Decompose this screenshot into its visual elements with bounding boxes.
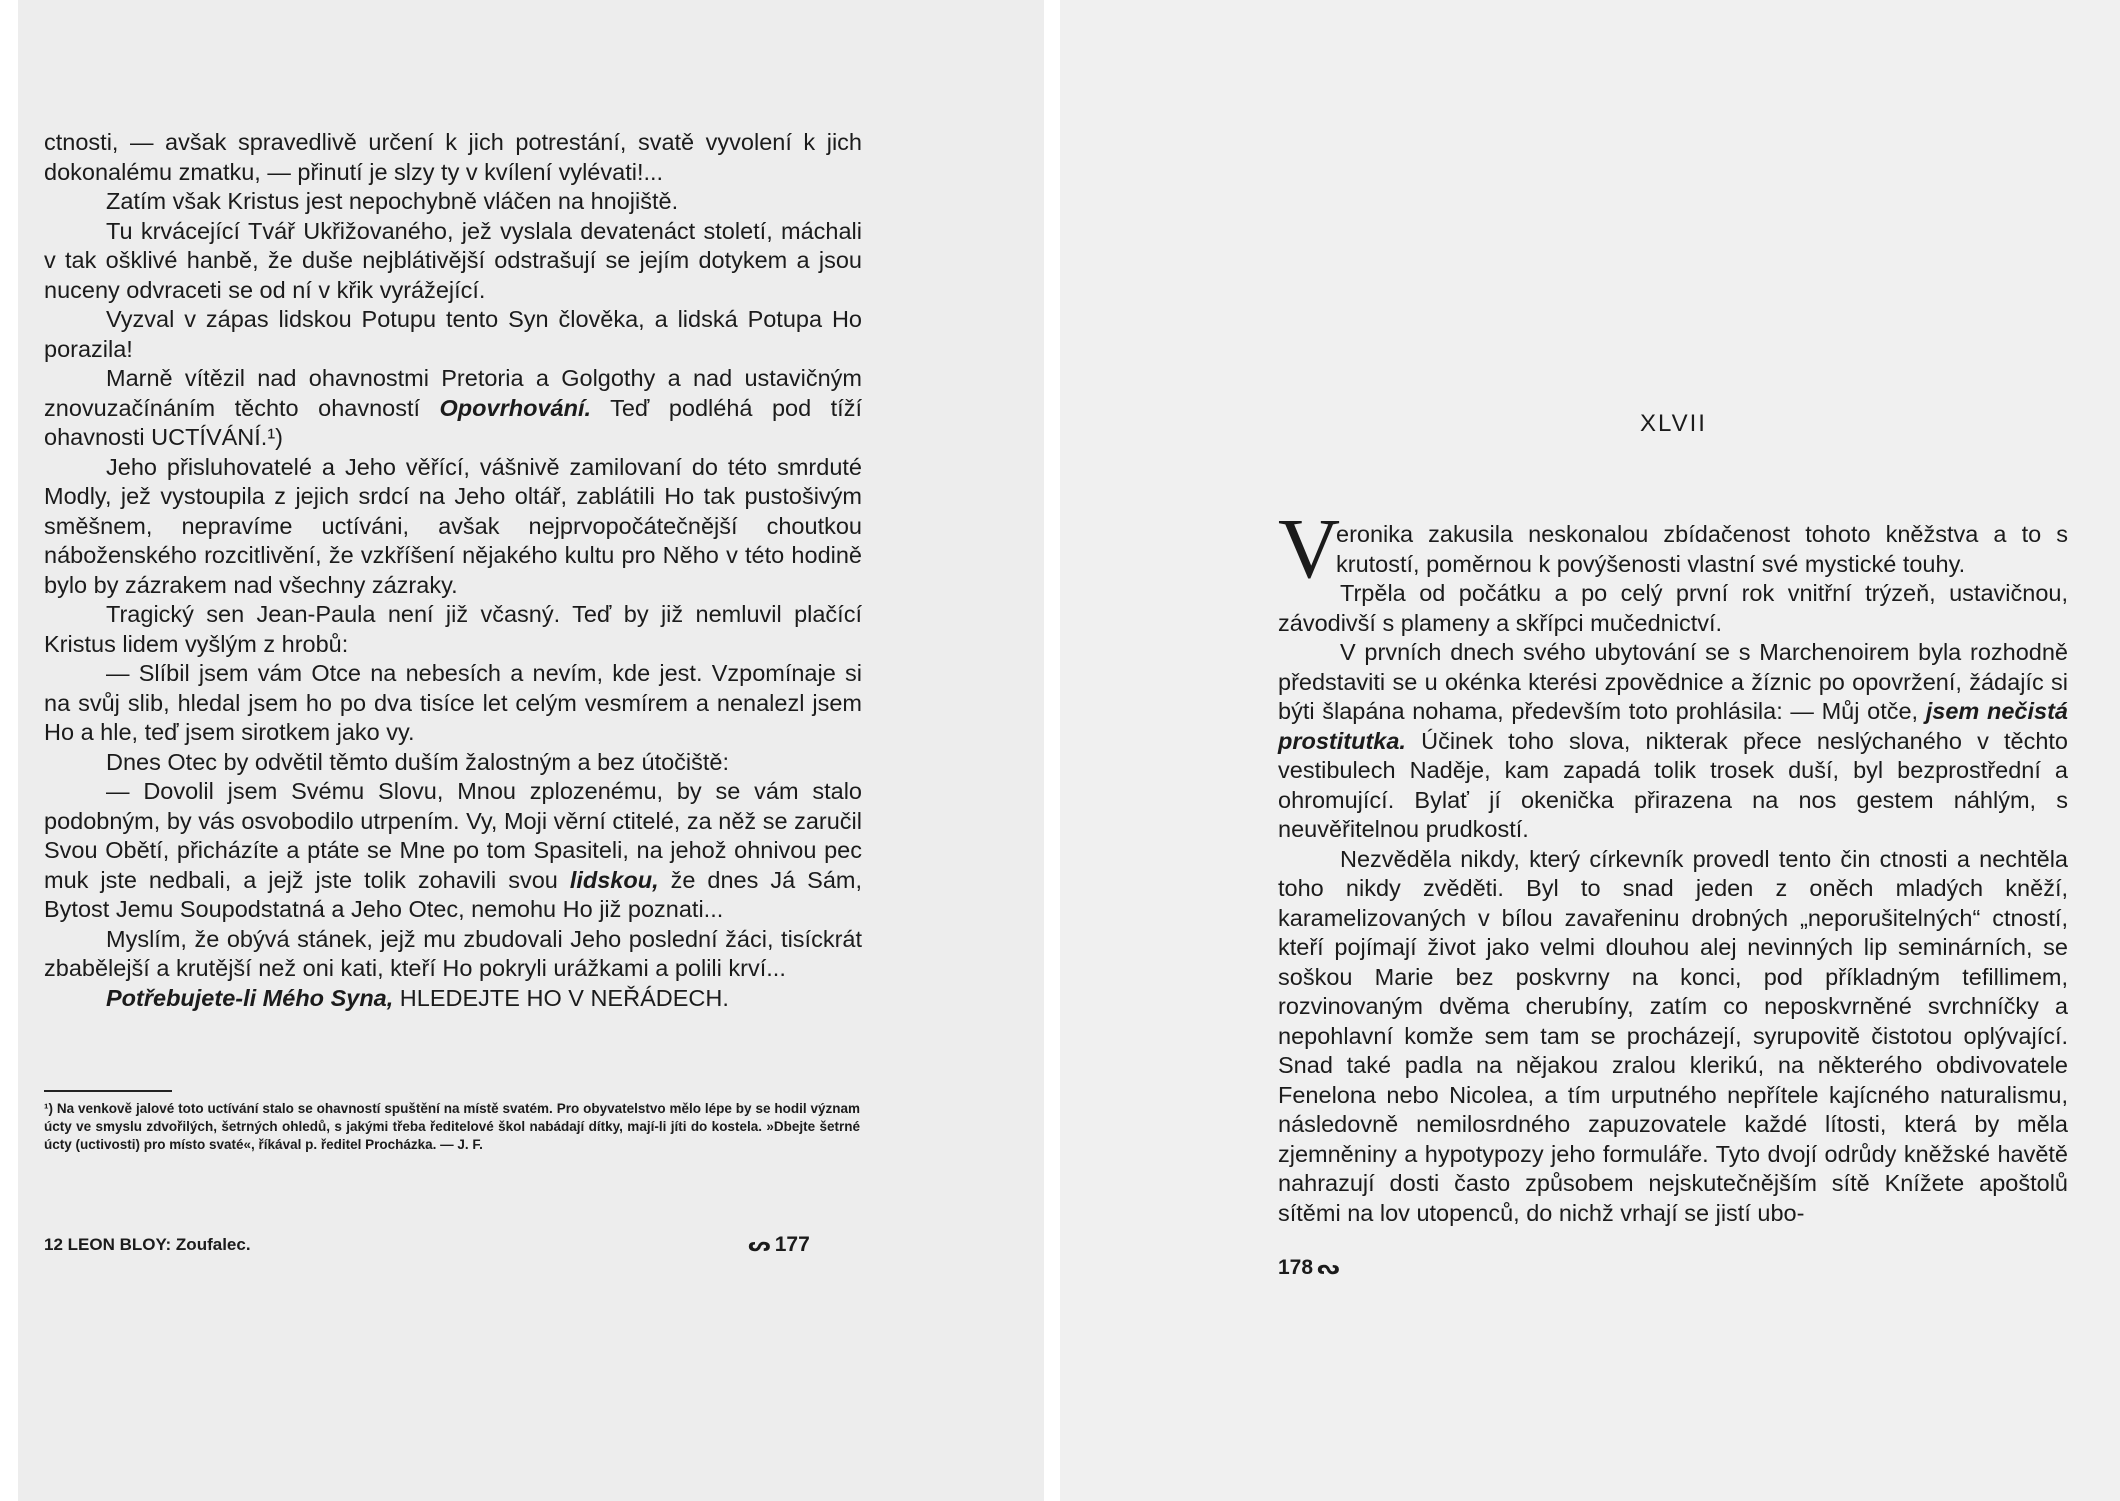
paragraph: ctnosti, — avšak spravedlivě určení k jich potrestání, svatě vyvolení k jich dokonalému zmatku, — přinutí je slzy ty v kvílení vylévati!...: [44, 129, 862, 185]
paragraph: Trpěla od počátku a po celý první rok vnitřní trýzeň, ustavičnou, závodivší s plameny a skřípci mučednictví.: [1278, 580, 2068, 636]
paragraph: Vyzval v zápas lidskou Potupu tento Syn člověka, a lidská Potupa Ho porazila!: [44, 306, 862, 362]
right-page: [1060, 0, 2120, 1501]
footer-signature: 12 LEON BLOY: Zoufalec.: [44, 1235, 251, 1254]
page-number: ᔕ 177: [748, 1233, 810, 1256]
paragraph: Zatím však Kristus jest nepochybně vláčen na hnojiště.: [106, 188, 679, 214]
paragraph: Marně vítězil nad ohavnostmi Pretoria a Golgothy a nad ustavičným znovuzačínáním těchto ohavností Opovrhování. Teď podléhá pod tíží ohavnosti UCTÍVÁNÍ.¹): [44, 365, 862, 450]
paragraph: V prvních dnech svého ubytování se s Marchenoirem byla rozhodně představiti se u okénka kterési zpovědnice a žíznic po opovržení, žádajíc si býti šlapána nohama, především toto prohlásila: — Můj otče, jsem nečistá prostitutka. Účinek toho slova, nikterak přece neslýchaného v těchto vestibulech Naděje, kam zapadá tolik trosek duší, byl bezprostřední a ohromující. Bylať jí okenička přirazena na nos gestem náhlým, s neuvěřitelnou prudkostí.: [1278, 639, 2068, 842]
ornament-icon: ᔓ: [1317, 1257, 1340, 1279]
paragraph: — Dovolil jsem Svému Slovu, Mnou zplozenému, by se vám stalo podobným, by vás osvobodilo utrpením. Vy, Moji věrní ctitelé, za něž se zaručil Svou Obětí, přicházíte a ptáte se Mne po tom Spasiteli, na jehož ohnivou pec muk jste nedbali, a jejž jste tolik zohavili svou lidskou, že dnes Já Sám, Bytost Jemu Soupodstatná a Jeho Otec, nemohu Ho již poznati...: [44, 778, 862, 922]
footnote: ¹) Na venkově jalové toto uctívání stalo se ohavností spuštění na místě svatém. Pro obyvatelstvo mělo lépe by se hodil význam úcty ve smyslu zdvořilých, šetrných ohledů, s jakými třeba ředitelové škol nabádají dítky, mají-li jíti do kostela. »Dbejte šetrné úcty (uctivosti) pro místo svaté«, říkával p. ředitel Procházka. — J. F.: [44, 1101, 860, 1152]
paragraph: — Slíbil jsem vám Otce na nebesích a nevím, kde jest. Vzpomínaje si na svůj slib, hledal jsem ho po dva tisíce let celým vesmírem a nenalezl jsem Ho a hle, teď jsem sirotkem jako vy.: [44, 660, 862, 745]
paragraph: Dnes Otec by odvětil těmto duším žalostným a bez útočiště:: [106, 748, 730, 775]
ornament-icon: ᔕ: [748, 1234, 771, 1256]
paragraph: Potřebujete-li Mého Syna, HLEDEJTE HO V NEŘÁDECH.: [106, 984, 729, 1011]
left-page: [18, 0, 1044, 1501]
paragraph: Tragický sen Jean-Paula není již včasný. Teď by již nemluvil plačící Kristus lidem vyšlým z hrobů:: [44, 601, 862, 657]
paragraph: Tu krvácející Tvář Ukřižovaného, jež vyslala devatenáct století, máchali v tak ošklivé hanbě, že duše nejblátivější odstrašují se jejím dotykem a jsou nuceny odvraceti se od ní v křik vyrážející.: [44, 217, 862, 303]
drop-cap: V: [1278, 500, 1341, 596]
paragraph: Jeho přisluhovatelé a Jeho věřící, vášnivě zamilovaní do této smrduté Modly, jež vystoupila z jejich srdcí na Jeho oltář, zablátili Ho tak pustošivým směšnem, nepravíme uctíváni, avšak nejprvopočátečnější choutkou náboženského rozcitlivění, že vzkříšení nějakého kultu pro Něho v této hodině bylo by zázrakem nad všechny zázraky.: [44, 453, 862, 598]
italic-text: Opovrhování.: [439, 394, 591, 421]
left-page-text: [44, 128, 862, 1013]
italic-text: Potřebujete-li Mého Syna,: [106, 984, 394, 1011]
book-gutter: [1044, 0, 1060, 1501]
paragraph: Nezvěděla nikdy, který církevník provedl tento čin ctnosti a nechtěla toho nikdy zvěděti. Byl to snad jeden z oněch mladých kněží, karamelizovaných v bílou zavařeninu drobných „neporušitelných“ ctností, kteří pojímají život jako velmi dlouhou alej nevinných lip seminárních, se soškou Marie bez poskvrny na konci, pod příkladným tefillimem, rozvinovaným dvěma cherubíny, zatím co neposkvrněné svrchníčky a nepohlavní komže sem tam se procházejí, syrupovitě čistotou oplývající. Snad také padla na nějakou zralou klerikú, na některého obdivovatele Fenelona nebo Nicolea, a tím urputného nepřítele kajícného naturalismu, následovně nemilosrdného zapuzovatele každé lítosti, která by měla zjemněniny a hypotypozy jeho formuláře. Tyto dvojí odrůdy kněžské havětě nahrazují dosti často způsobem nejskutečnějším sítě Knížete apoštolů sítěmi na lov utopenců, do nichž vrhají se jistí ubo-: [1278, 845, 2068, 1226]
paragraph: Myslím, že obývá stánek, jejž mu zbudovali Jeho poslední žáci, tisíckrát zbabělejší a krutější než oni kati, kteří Ho pokryli urážkami a polili krví...: [44, 925, 862, 981]
chapter-heading: XLVII: [1640, 410, 1707, 437]
footnote-divider: [44, 1090, 172, 1092]
italic-text: jsem nečistá prostitutka.: [1278, 698, 2068, 754]
italic-text: lidskou,: [569, 866, 659, 893]
right-page-text: [1278, 520, 2068, 1228]
page-number: 178 ᔓ: [1278, 1256, 1340, 1279]
paragraph: eronika zakusila neskonalou zbídačenost tohoto kněžstva a to s krutostí, poměrnou k povýšenosti vlastní své mystické touhy.: [1336, 521, 2068, 577]
